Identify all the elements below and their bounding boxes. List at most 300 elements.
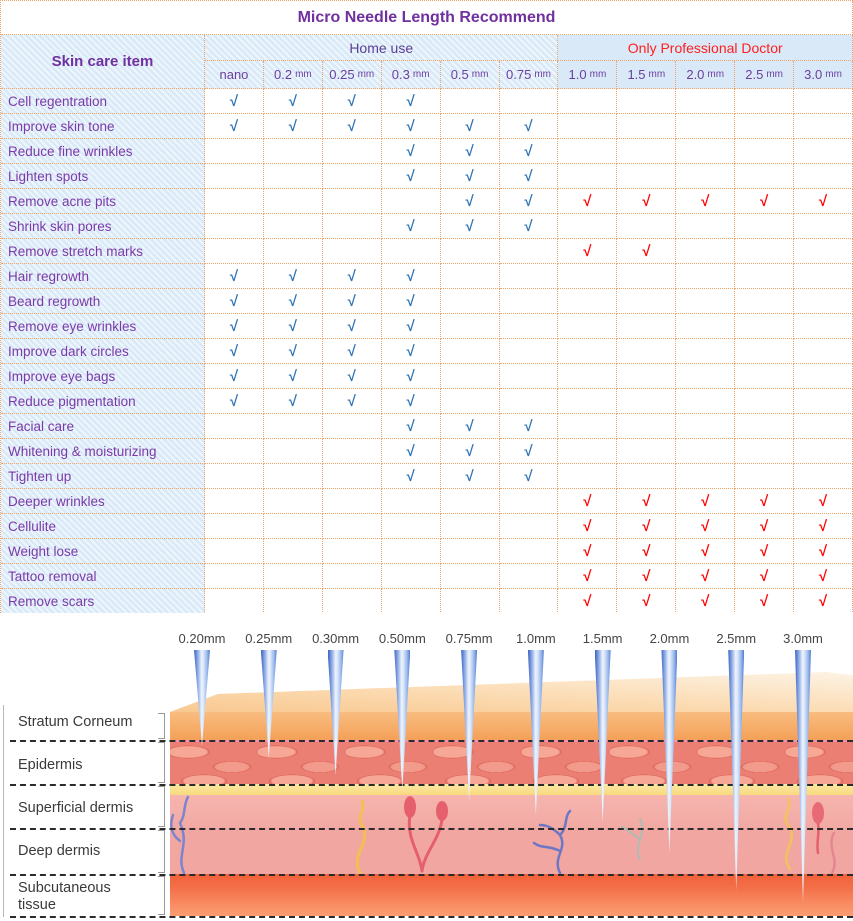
empty-cell [558,139,617,164]
check-cell [323,339,382,364]
empty-cell [676,164,735,189]
row-label: Tighten up [1,464,205,489]
check-cell [441,214,500,239]
empty-cell [794,89,853,114]
empty-cell [323,589,382,614]
blue-check-mark: √ [465,417,474,435]
blue-check-mark: √ [288,317,297,335]
check-cell [676,539,735,564]
blue-check-mark: √ [524,142,533,160]
empty-cell [735,389,794,414]
empty-cell [205,214,264,239]
check-cell [617,489,676,514]
check-cell [735,589,794,614]
empty-cell [441,514,500,539]
check-cell [441,114,500,139]
blue-check-mark: √ [406,367,415,385]
check-cell [735,539,794,564]
empty-cell [205,589,264,614]
blue-check-mark: √ [524,467,533,485]
empty-cell [617,314,676,339]
empty-cell [264,189,323,214]
red-check-mark: √ [642,592,651,610]
check-cell [382,164,441,189]
check-cell [382,289,441,314]
empty-cell [500,314,559,339]
check-cell [558,489,617,514]
empty-cell [441,89,500,114]
needle-length-label: 0.25mm [245,631,293,646]
check-cell [264,389,323,414]
empty-cell [558,314,617,339]
check-cell [323,364,382,389]
empty-cell [794,464,853,489]
check-cell [382,139,441,164]
red-check-mark: √ [583,492,592,510]
check-cell [205,314,264,339]
check-cell [382,389,441,414]
red-check-mark: √ [760,492,769,510]
layer-boundary-line [10,784,853,786]
check-cell [500,464,559,489]
check-cell [676,589,735,614]
red-check-mark: √ [818,192,828,210]
empty-cell [735,414,794,439]
check-cell [382,464,441,489]
check-cell [500,164,559,189]
blue-check-mark: √ [406,342,415,360]
red-check-mark: √ [583,592,592,610]
check-cell [558,564,617,589]
empty-cell [676,339,735,364]
diagram-left-edge [3,705,4,917]
empty-cell [676,89,735,114]
blue-check-mark: √ [406,142,415,160]
empty-cell [676,464,735,489]
check-cell [500,439,559,464]
empty-cell [617,139,676,164]
blue-check-mark: √ [229,117,239,135]
empty-cell [617,414,676,439]
blue-check-mark: √ [288,117,297,135]
red-check-mark: √ [818,492,828,510]
blue-check-mark: √ [347,367,356,385]
blue-check-mark: √ [465,442,474,460]
empty-cell [441,239,500,264]
blue-check-mark: √ [288,342,297,360]
empty-cell [794,414,853,439]
empty-cell [676,364,735,389]
empty-cell [676,314,735,339]
empty-cell [794,264,853,289]
red-check-mark: √ [583,192,592,210]
red-check-mark: √ [818,592,828,610]
red-check-mark: √ [701,517,710,535]
check-cell [676,514,735,539]
empty-cell [323,239,382,264]
empty-cell [441,539,500,564]
check-cell [617,239,676,264]
empty-cell [558,464,617,489]
check-cell [205,389,264,414]
empty-cell [323,214,382,239]
blue-check-mark: √ [524,217,533,235]
empty-cell [323,139,382,164]
table-title: Micro Needle Length Recommend [1,1,853,35]
row-label: Improve eye bags [1,364,205,389]
empty-cell [735,239,794,264]
empty-cell [794,364,853,389]
check-cell [617,589,676,614]
empty-cell [676,139,735,164]
layer-bracket [158,786,165,827]
red-check-mark: √ [642,192,651,210]
needle-length-label: 0.30mm [312,631,360,646]
empty-cell [205,439,264,464]
blue-check-mark: √ [524,417,533,435]
row-label: Tattoo removal [1,564,205,589]
empty-cell [617,289,676,314]
check-cell [264,89,323,114]
check-cell [500,114,559,139]
empty-cell [441,339,500,364]
empty-cell [500,539,559,564]
layer-boundary-line [10,916,853,918]
red-check-mark: √ [583,567,592,585]
check-cell [676,189,735,214]
check-cell [323,264,382,289]
empty-cell [382,589,441,614]
empty-cell [676,214,735,239]
empty-cell [441,389,500,414]
empty-cell [558,89,617,114]
empty-cell [676,414,735,439]
layer-label-superficial-dermis: Superficial dermis [18,800,134,816]
empty-cell [500,564,559,589]
blue-check-mark: √ [229,317,239,335]
empty-cell [617,114,676,139]
blue-check-mark: √ [406,267,415,285]
check-cell [205,289,264,314]
column-header: 1.5 mm [617,61,676,89]
check-cell [264,314,323,339]
check-cell [323,389,382,414]
empty-cell [617,364,676,389]
check-cell [500,214,559,239]
blue-check-mark: √ [406,292,415,310]
empty-cell [676,289,735,314]
check-cell [264,264,323,289]
check-cell [441,139,500,164]
blue-check-mark: √ [288,292,297,310]
empty-cell [382,514,441,539]
check-cell [323,289,382,314]
check-cell [735,564,794,589]
empty-cell [205,564,264,589]
blue-check-mark: √ [406,92,415,110]
red-check-mark: √ [701,492,710,510]
empty-cell [558,414,617,439]
layer-bracket [158,742,165,783]
blue-check-mark: √ [524,192,533,210]
row-label: Remove eye wrinkles [1,314,205,339]
check-cell [382,114,441,139]
red-check-mark: √ [583,542,592,560]
column-header: 2.5 mm [735,61,794,89]
red-check-mark: √ [583,517,592,535]
layer-boundary-line [10,828,853,830]
needle-length-label: 1.0mm [516,631,556,646]
empty-cell [794,389,853,414]
layer-label-subcutaneous-tissue: Subcutaneous tissue [18,880,111,913]
needle-length-label: 2.0mm [649,631,690,646]
check-cell [441,464,500,489]
empty-cell [735,464,794,489]
red-check-mark: √ [818,517,828,535]
row-label: Beard regrowth [1,289,205,314]
needle-length-label: 2.5mm [716,631,757,646]
blue-check-mark: √ [229,92,239,110]
empty-cell [205,539,264,564]
red-check-mark: √ [701,192,710,210]
row-label: Cell regentration [1,89,205,114]
blue-check-mark: √ [406,467,415,485]
empty-cell [441,564,500,589]
corner-header-skin-care-item: Skin care item [1,35,205,89]
empty-cell [735,364,794,389]
check-cell [794,539,853,564]
empty-cell [558,339,617,364]
empty-cell [558,214,617,239]
check-cell [264,114,323,139]
check-cell [617,514,676,539]
group-header-home-use: Home use [205,35,558,61]
row-label: Facial care [1,414,205,439]
empty-cell [676,264,735,289]
empty-cell [441,289,500,314]
empty-cell [735,214,794,239]
empty-cell [264,214,323,239]
empty-cell [558,264,617,289]
empty-cell [558,164,617,189]
blue-check-mark: √ [347,292,356,310]
blue-check-mark: √ [229,267,239,285]
blue-check-mark: √ [347,392,356,410]
empty-cell [735,164,794,189]
check-cell [794,489,853,514]
check-cell [500,414,559,439]
empty-cell [617,439,676,464]
empty-cell [323,189,382,214]
vessel-bulb [404,796,416,818]
column-header: 1.0 mm [558,61,617,89]
row-label: Lighten spots [1,164,205,189]
empty-cell [264,239,323,264]
empty-cell [382,539,441,564]
blue-check-mark: √ [347,342,356,360]
check-cell [735,489,794,514]
red-check-mark: √ [642,492,651,510]
empty-cell [441,489,500,514]
check-cell [382,364,441,389]
check-cell [794,564,853,589]
empty-cell [382,489,441,514]
check-cell [735,514,794,539]
check-cell [441,164,500,189]
empty-cell [558,364,617,389]
blue-check-mark: √ [465,217,474,235]
needle-length-label: 1.5mm [582,631,623,646]
empty-cell [617,339,676,364]
blue-check-mark: √ [406,442,415,460]
needle-length-label: 0.75mm [445,631,493,646]
layer-bracket [158,713,165,739]
empty-cell [441,589,500,614]
empty-cell [205,239,264,264]
check-cell [264,364,323,389]
red-check-mark: √ [642,242,651,260]
empty-cell [500,264,559,289]
blue-check-mark: √ [347,267,356,285]
column-header: 0.2 mm [264,61,323,89]
blue-check-mark: √ [229,342,239,360]
empty-cell [617,264,676,289]
empty-cell [794,439,853,464]
check-cell [500,189,559,214]
red-check-mark: √ [760,542,769,560]
empty-cell [382,564,441,589]
empty-cell [264,139,323,164]
check-cell [558,589,617,614]
empty-cell [794,164,853,189]
empty-cell [617,164,676,189]
check-cell [264,339,323,364]
empty-cell [441,264,500,289]
blue-check-mark: √ [465,467,474,485]
empty-cell [500,489,559,514]
check-cell [558,514,617,539]
empty-cell [794,314,853,339]
check-cell [500,139,559,164]
empty-cell [264,464,323,489]
empty-cell [735,89,794,114]
empty-cell [676,114,735,139]
empty-cell [735,114,794,139]
empty-cell [323,514,382,539]
empty-cell [264,514,323,539]
empty-cell [382,239,441,264]
check-cell [441,439,500,464]
red-check-mark: √ [642,542,651,560]
check-cell [264,289,323,314]
red-check-mark: √ [818,542,828,560]
check-cell [323,114,382,139]
empty-cell [617,464,676,489]
check-cell [382,214,441,239]
layer-label-deep-dermis: Deep dermis [18,843,101,859]
empty-cell [735,264,794,289]
empty-cell [500,364,559,389]
row-label: Reduce fine wrinkles [1,139,205,164]
check-cell [382,264,441,289]
empty-cell [205,189,264,214]
epidermis-layer [170,740,853,784]
check-cell [676,489,735,514]
empty-cell [617,389,676,414]
check-cell [676,564,735,589]
empty-cell [323,464,382,489]
row-label: Reduce pigmentation [1,389,205,414]
empty-cell [205,464,264,489]
blue-check-mark: √ [406,217,415,235]
empty-cell [500,239,559,264]
check-cell [617,189,676,214]
blue-check-mark: √ [465,192,474,210]
red-check-mark: √ [701,542,710,560]
check-cell [558,189,617,214]
group-header-professional: Only Professional Doctor [558,35,853,61]
empty-cell [441,364,500,389]
column-header: 2.0 mm [676,61,735,89]
blue-check-mark: √ [288,392,297,410]
empty-cell [676,389,735,414]
column-header: 0.3 mm [382,61,441,89]
row-label: Improve dark circles [1,339,205,364]
blue-check-mark: √ [465,167,474,185]
empty-cell [794,214,853,239]
column-header: 0.5 mm [441,61,500,89]
blue-check-mark: √ [288,92,297,110]
subcutaneous-tissue-layer [170,874,853,916]
blood-vessels-illustration [170,795,853,875]
empty-cell [323,564,382,589]
check-cell [205,114,264,139]
blue-check-mark: √ [229,392,239,410]
layer-label-stratum-corneum: Stratum Corneum [18,714,133,730]
row-label: Deeper wrinkles [1,489,205,514]
empty-cell [264,414,323,439]
blue-check-mark: √ [406,392,415,410]
vessel-bulb [436,801,448,821]
blue-check-mark: √ [347,317,356,335]
check-cell [323,89,382,114]
blue-check-mark: √ [406,317,415,335]
empty-cell [323,414,382,439]
empty-cell [441,314,500,339]
blue-check-mark: √ [406,167,415,185]
empty-cell [676,439,735,464]
row-label: Remove acne pits [1,189,205,214]
check-cell [205,89,264,114]
empty-cell [264,539,323,564]
empty-cell [500,339,559,364]
check-cell [558,239,617,264]
check-cell [382,339,441,364]
row-label: Hair regrowth [1,264,205,289]
empty-cell [205,139,264,164]
check-cell [382,89,441,114]
red-check-mark: √ [818,567,828,585]
row-label: Shrink skin pores [1,214,205,239]
check-cell [205,264,264,289]
layer-label-epidermis: Epidermis [18,757,83,773]
empty-cell [500,89,559,114]
empty-cell [500,589,559,614]
empty-cell [323,539,382,564]
check-cell [382,414,441,439]
red-check-mark: √ [701,592,710,610]
red-check-mark: √ [760,517,769,535]
